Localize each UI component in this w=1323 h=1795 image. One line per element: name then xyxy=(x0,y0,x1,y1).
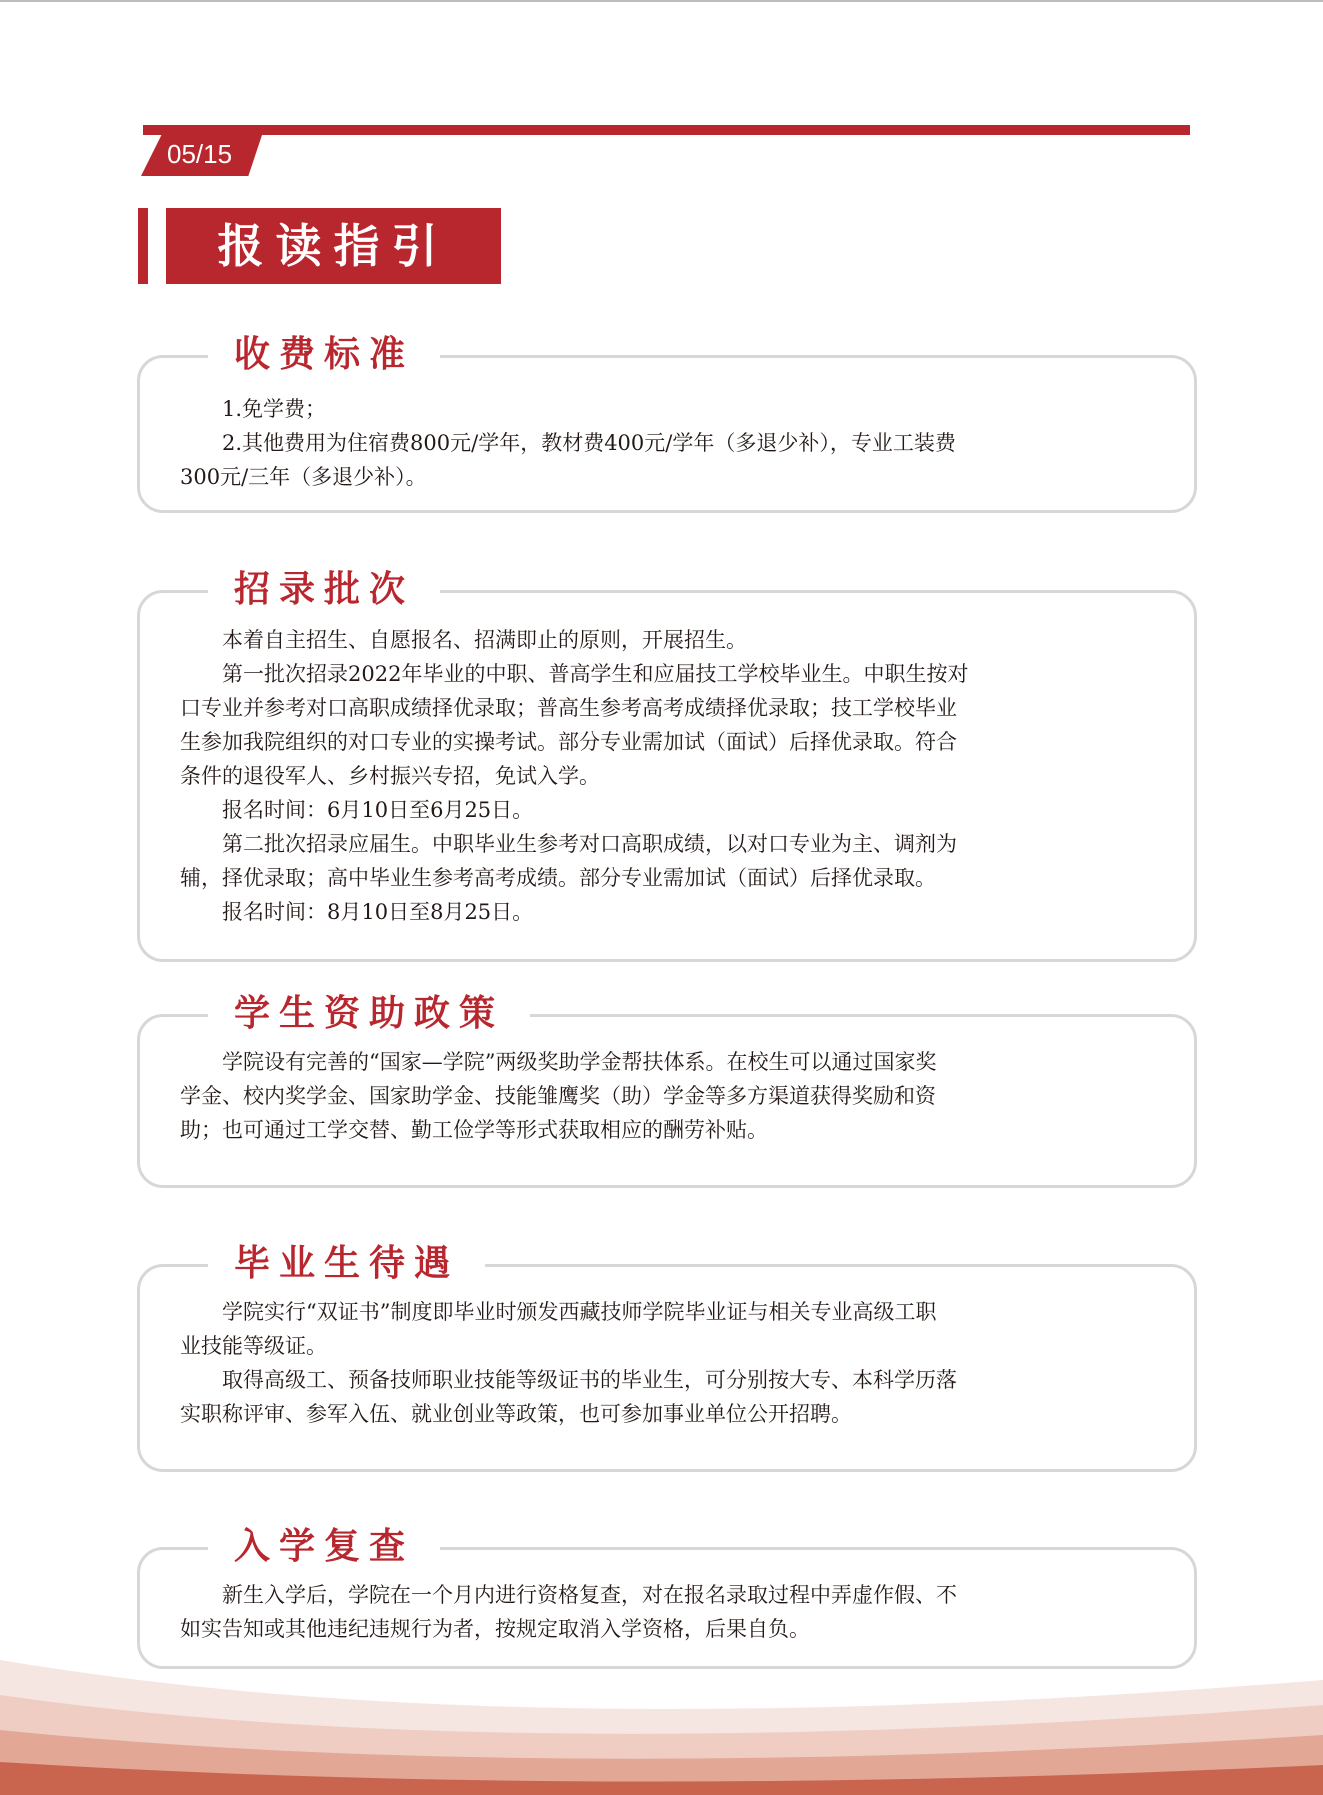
page-number: 05/15 xyxy=(167,139,233,169)
section-admission-batches xyxy=(137,568,1197,962)
title-accent-stripe xyxy=(138,208,148,284)
paragraph-line: 本着自主招生、自愿报名、招满即止的原则，开展招生。 xyxy=(222,628,747,652)
paragraph-line: 300元/三年（多退少补）。 xyxy=(180,465,427,489)
paragraph-line: 生参加我院组织的对口专业的实操考试。部分专业需加试（面试）后择优录取。符合 xyxy=(180,730,957,754)
paragraph-line: 报名时间：8月10日至8月25日。 xyxy=(222,900,534,924)
paragraph-line: 报名时间：6月10日至6月25日。 xyxy=(222,798,534,822)
section-heading: 收费标准 xyxy=(208,330,440,378)
section-heading: 毕业生待遇 xyxy=(208,1239,485,1287)
page-title: 报读指引 xyxy=(166,208,501,284)
paragraph-line: 2.其他费用为住宿费800元/学年，教材费400元/学年（多退少补），专业工装费 xyxy=(222,431,956,455)
paragraph-line: 实职称评审、参军入伍、就业创业等政策，也可参加事业单位公开招聘。 xyxy=(180,1402,852,1426)
paragraph-line: 条件的退役军人、乡村振兴专招，免试入学。 xyxy=(180,764,600,788)
section-body xyxy=(180,1295,1154,1431)
section-graduate-benefits xyxy=(137,1242,1197,1472)
paragraph-line: 取得高级工、预备技师职业技能等级证书的毕业生，可分别按大专、本科学历落 xyxy=(222,1368,957,1392)
paragraph-line: 辅，择优录取；高中毕业生参考高考成绩。部分专业需加试（面试）后择优录取。 xyxy=(180,866,936,890)
section-heading: 入学复查 xyxy=(208,1522,440,1570)
section-body xyxy=(180,1045,1154,1147)
top-rule xyxy=(0,0,1323,2)
section-student-aid xyxy=(137,992,1197,1188)
paragraph-line: 学院实行“双证书”制度即毕业时颁发西藏技师学院毕业证与相关专业高级工职 xyxy=(222,1300,937,1324)
paragraph-line: 助；也可通过工学交替、勤工俭学等形式获取相应的酬劳补贴。 xyxy=(180,1118,768,1142)
section-body xyxy=(180,1578,1154,1646)
footer-wave-decoration xyxy=(0,1650,1323,1795)
paragraph-line: 学金、校内奖学金、国家助学金、技能雏鹰奖（助）学金等多方渠道获得奖励和资 xyxy=(180,1084,936,1108)
section-heading: 学生资助政策 xyxy=(208,989,530,1037)
paragraph-line: 第一批次招录2022年毕业的中职、普高学生和应届技工学校毕业生。中职生按对 xyxy=(222,662,969,686)
paragraph-line: 如实告知或其他违纪违规行为者，按规定取消入学资格，后果自负。 xyxy=(180,1617,810,1641)
paragraph-line: 1.免学费； xyxy=(222,397,327,421)
paragraph-line: 学院设有完善的“国家—学院”两级奖助学金帮扶体系。在校生可以通过国家奖 xyxy=(222,1050,937,1074)
header-band xyxy=(143,125,1190,135)
section-body xyxy=(180,392,1154,494)
section-heading: 招录批次 xyxy=(208,565,440,613)
paragraph-line: 口专业并参考对口高职成绩择优录取；普高生参考高考成绩择优录取；技工学校毕业 xyxy=(180,696,957,720)
section-body xyxy=(180,623,1154,929)
paragraph-line: 第二批次招录应届生。中职毕业生参考对口高职成绩，以对口专业为主、调剂为 xyxy=(222,832,957,856)
paragraph-line: 新生入学后，学院在一个月内进行资格复查，对在报名录取过程中弄虚作假、不 xyxy=(222,1583,957,1607)
section-fees xyxy=(137,333,1197,513)
paragraph-line: 业技能等级证。 xyxy=(180,1334,327,1358)
